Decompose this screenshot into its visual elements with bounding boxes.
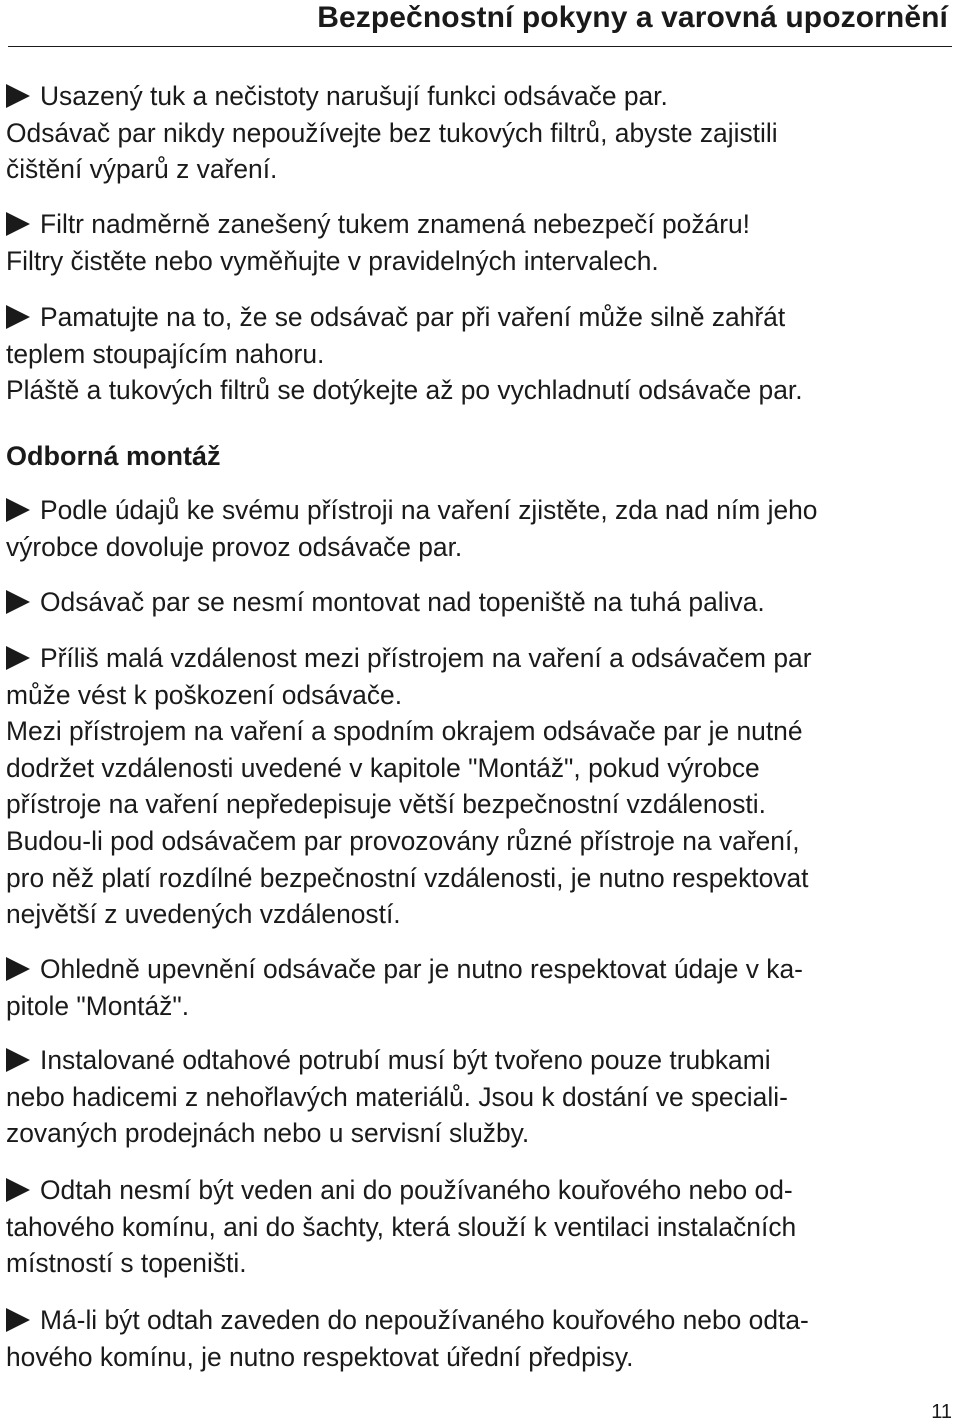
warning-text-line: čištění výparů z vaření. bbox=[6, 154, 278, 185]
bullet-triangle-icon bbox=[6, 1178, 30, 1202]
warning-text-line: dodržet vzdálenosti uvedené v kapitole "Montáž", pokud výrobce bbox=[6, 752, 760, 783]
warning-text-line: zovaných prodejnách nebo u servisní služby. bbox=[6, 1118, 530, 1149]
warning-text-line: může vést k poškození odsávače. bbox=[6, 679, 403, 710]
warning-text-line: Mezi přístrojem na vaření a spodním okrajem odsávače par je nutné bbox=[6, 716, 803, 747]
warning-text-line: Podle údajů ke svému přístroji na vaření zjistěte, zda nad ním jeho bbox=[40, 495, 818, 525]
warning-text-line: Odsávač par se nesmí montovat nad topeniště na tuhá paliva. bbox=[40, 587, 765, 617]
warning-text-line: nebo hadicemi z nehořlavých materiálů. Jsou k dostání ve speciali- bbox=[6, 1081, 788, 1112]
warning-text-line: Instalované odtahové potrubí musí být tvořeno pouze trubkami bbox=[40, 1045, 771, 1075]
warning-item bbox=[6, 492, 950, 565]
warning-item bbox=[6, 206, 950, 279]
warning-text-line: místností s topeništi. bbox=[6, 1248, 247, 1279]
warning-text-line: Filtry čistěte nebo vyměňujte v pravidelných intervalech. bbox=[6, 245, 659, 276]
bullet-triangle-icon bbox=[6, 212, 30, 236]
warning-item bbox=[6, 1302, 950, 1375]
warning-text-line: Má-li být odtah zaveden do nepoužívaného kouřového nebo odta- bbox=[40, 1305, 809, 1335]
bullet-triangle-icon bbox=[6, 305, 30, 329]
warning-item bbox=[6, 640, 950, 933]
warning-text-line: Ohledně upevnění odsávače par je nutno respektovat údaje v ka- bbox=[40, 954, 803, 984]
warning-text-line: Pamatujte na to, že se odsávač par při vaření může silně zahřát bbox=[40, 302, 786, 332]
bullet-triangle-icon bbox=[6, 84, 30, 108]
warning-item bbox=[6, 299, 950, 409]
warning-item bbox=[6, 1042, 950, 1152]
warning-item bbox=[6, 78, 950, 188]
bullet-triangle-icon bbox=[6, 1048, 30, 1072]
warning-text-line: tahového komínu, ani do šachty, která slouží k ventilaci instalačních bbox=[6, 1211, 797, 1242]
warning-text-line: pitole "Montáž". bbox=[6, 990, 190, 1021]
bullet-triangle-icon bbox=[6, 957, 30, 981]
warning-text-line: Budou-li pod odsávačem par provozovány různé přístroje na vaření, bbox=[6, 825, 800, 856]
warning-text-line: Pláště a tukových filtrů se dotýkejte až po vychladnutí odsávače par. bbox=[6, 375, 803, 406]
warning-item bbox=[6, 584, 950, 621]
bullet-triangle-icon bbox=[6, 1308, 30, 1332]
warning-text-line: přístroje na vaření nepředepisuje větší bezpečnostní vzdálenosti. bbox=[6, 789, 766, 820]
warning-text-line: Odsávač par nikdy nepoužívejte bez tukových filtrů, abyste zajistili bbox=[6, 117, 778, 148]
page-header bbox=[8, 0, 952, 47]
warning-text-line: teplem stoupajícím nahoru. bbox=[6, 338, 325, 369]
warning-text-line: výrobce dovoluje provoz odsávače par. bbox=[6, 531, 463, 562]
warning-text-line: Příliš malá vzdálenost mezi přístrojem na vaření a odsávačem par bbox=[40, 643, 812, 673]
bullet-triangle-icon bbox=[6, 590, 30, 614]
warning-item bbox=[6, 1172, 950, 1282]
warning-text-line: největší z uvedených vzdáleností. bbox=[6, 899, 401, 930]
bullet-triangle-icon bbox=[6, 646, 30, 670]
bullet-triangle-icon bbox=[6, 498, 30, 522]
warning-text-line: Filtr nadměrně zanešený tukem znamená nebezpečí požáru! bbox=[40, 209, 751, 239]
page-number: 11 bbox=[931, 1401, 952, 1423]
warning-text-line: Odtah nesmí být veden ani do používaného kouřového nebo od- bbox=[40, 1175, 793, 1205]
warning-item bbox=[6, 951, 950, 1024]
section-heading: Odborná montáž bbox=[6, 441, 221, 471]
page-title: Bezpečnostní pokyny a varovná upozornění bbox=[317, 1, 948, 34]
warning-text-line: pro něž platí rozdílné bezpečnostní vzdálenosti, je nutno respektovat bbox=[6, 862, 809, 893]
warning-text-line: Usazený tuk a nečistoty narušují funkci odsávače par. bbox=[40, 81, 668, 111]
warning-text-line: hového komínu, je nutno respektovat úřední předpisy. bbox=[6, 1341, 634, 1372]
